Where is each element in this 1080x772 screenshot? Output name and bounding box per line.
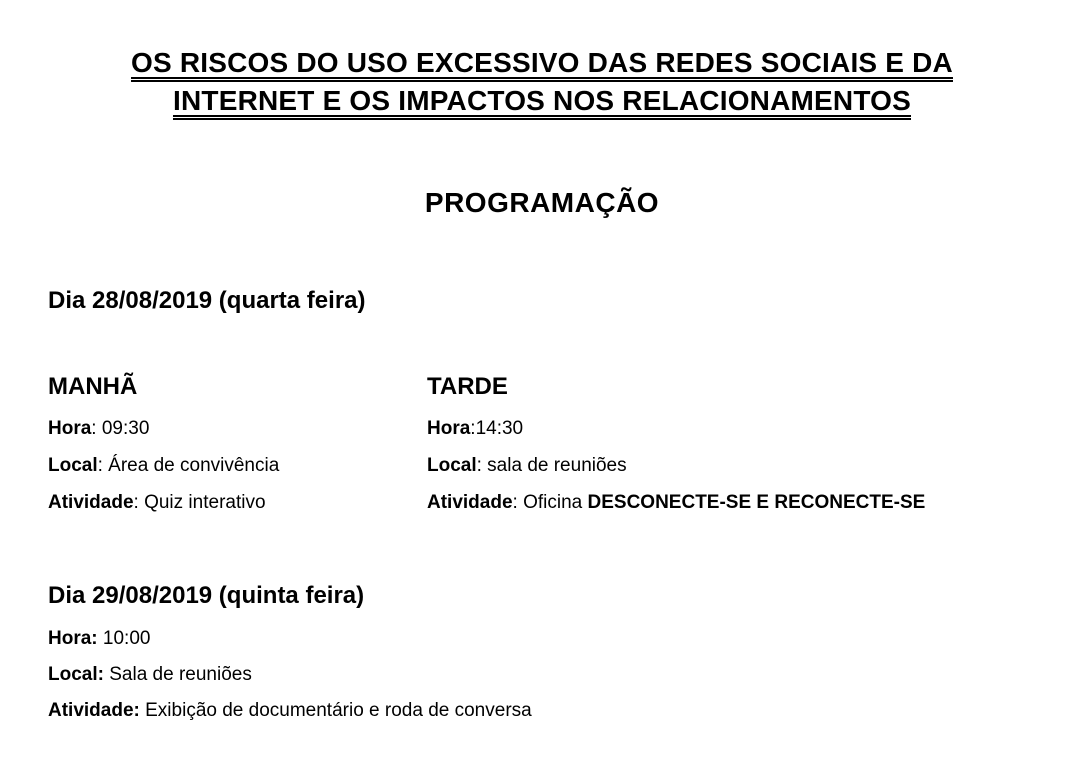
day1-schedule-columns <box>48 372 1036 521</box>
atividade-value: Exibição de documentário e roda de conversa <box>139 700 532 721</box>
day2-local-row <box>48 657 1036 693</box>
day2-heading: Dia 29/08/2019 (quinta feira) <box>48 582 365 609</box>
afternoon-hora-row <box>427 410 1036 447</box>
atividade-value: : Oficina <box>512 492 588 513</box>
day2-section <box>48 581 1036 729</box>
document-title-line-1-text: OS RISCOS DO USO EXCESSIVO DAS REDES SOCIAIS E DA <box>131 47 953 78</box>
hora-value: : 09:30 <box>91 418 150 439</box>
day1-heading: Dia 28/08/2019 (quarta feira) <box>48 287 366 314</box>
atividade-label: Atividade <box>48 492 134 513</box>
hora-label: Hora: <box>48 628 98 649</box>
local-value: : sala de reuniões <box>476 455 627 476</box>
document-title-line-1 <box>48 44 1036 82</box>
atividade-label: Atividade: <box>48 700 140 721</box>
local-label: Local: <box>48 664 104 685</box>
afternoon-local-row <box>427 447 1036 484</box>
day2-hora-row <box>48 621 1036 657</box>
atividade-workshop-name: DESCONECTE-SE E RECONECTE-SE <box>587 492 926 513</box>
local-label: Local <box>427 455 477 476</box>
hora-value: :14:30 <box>470 418 524 439</box>
hora-value: 10:00 <box>97 628 151 649</box>
local-value: Sala de reuniões <box>103 664 252 685</box>
program-heading: PROGRAMAÇÃO <box>424 187 660 218</box>
hora-label: Hora <box>48 418 92 439</box>
morning-atividade-row <box>48 484 427 521</box>
morning-period-header: MANHÃ <box>48 373 138 400</box>
local-value: : Área de convivência <box>97 455 280 476</box>
day2-atividade-row <box>48 693 1036 729</box>
atividade-value: : Quiz interativo <box>133 492 266 513</box>
afternoon-column <box>427 372 1036 521</box>
document-title-line-2 <box>48 82 1036 120</box>
morning-local-row <box>48 447 427 484</box>
document-title <box>48 44 1036 120</box>
afternoon-atividade-row <box>427 484 1036 521</box>
hora-label: Hora <box>427 418 471 439</box>
local-label: Local <box>48 455 98 476</box>
day2-rows <box>48 621 1036 729</box>
morning-column <box>48 372 427 521</box>
day1-section <box>48 286 1036 521</box>
document-title-line-2-text: INTERNET E OS IMPACTOS NOS RELACIONAMENTOS <box>172 85 911 116</box>
atividade-label: Atividade <box>427 492 513 513</box>
afternoon-period-header: TARDE <box>427 373 508 400</box>
morning-hora-row <box>48 410 427 447</box>
